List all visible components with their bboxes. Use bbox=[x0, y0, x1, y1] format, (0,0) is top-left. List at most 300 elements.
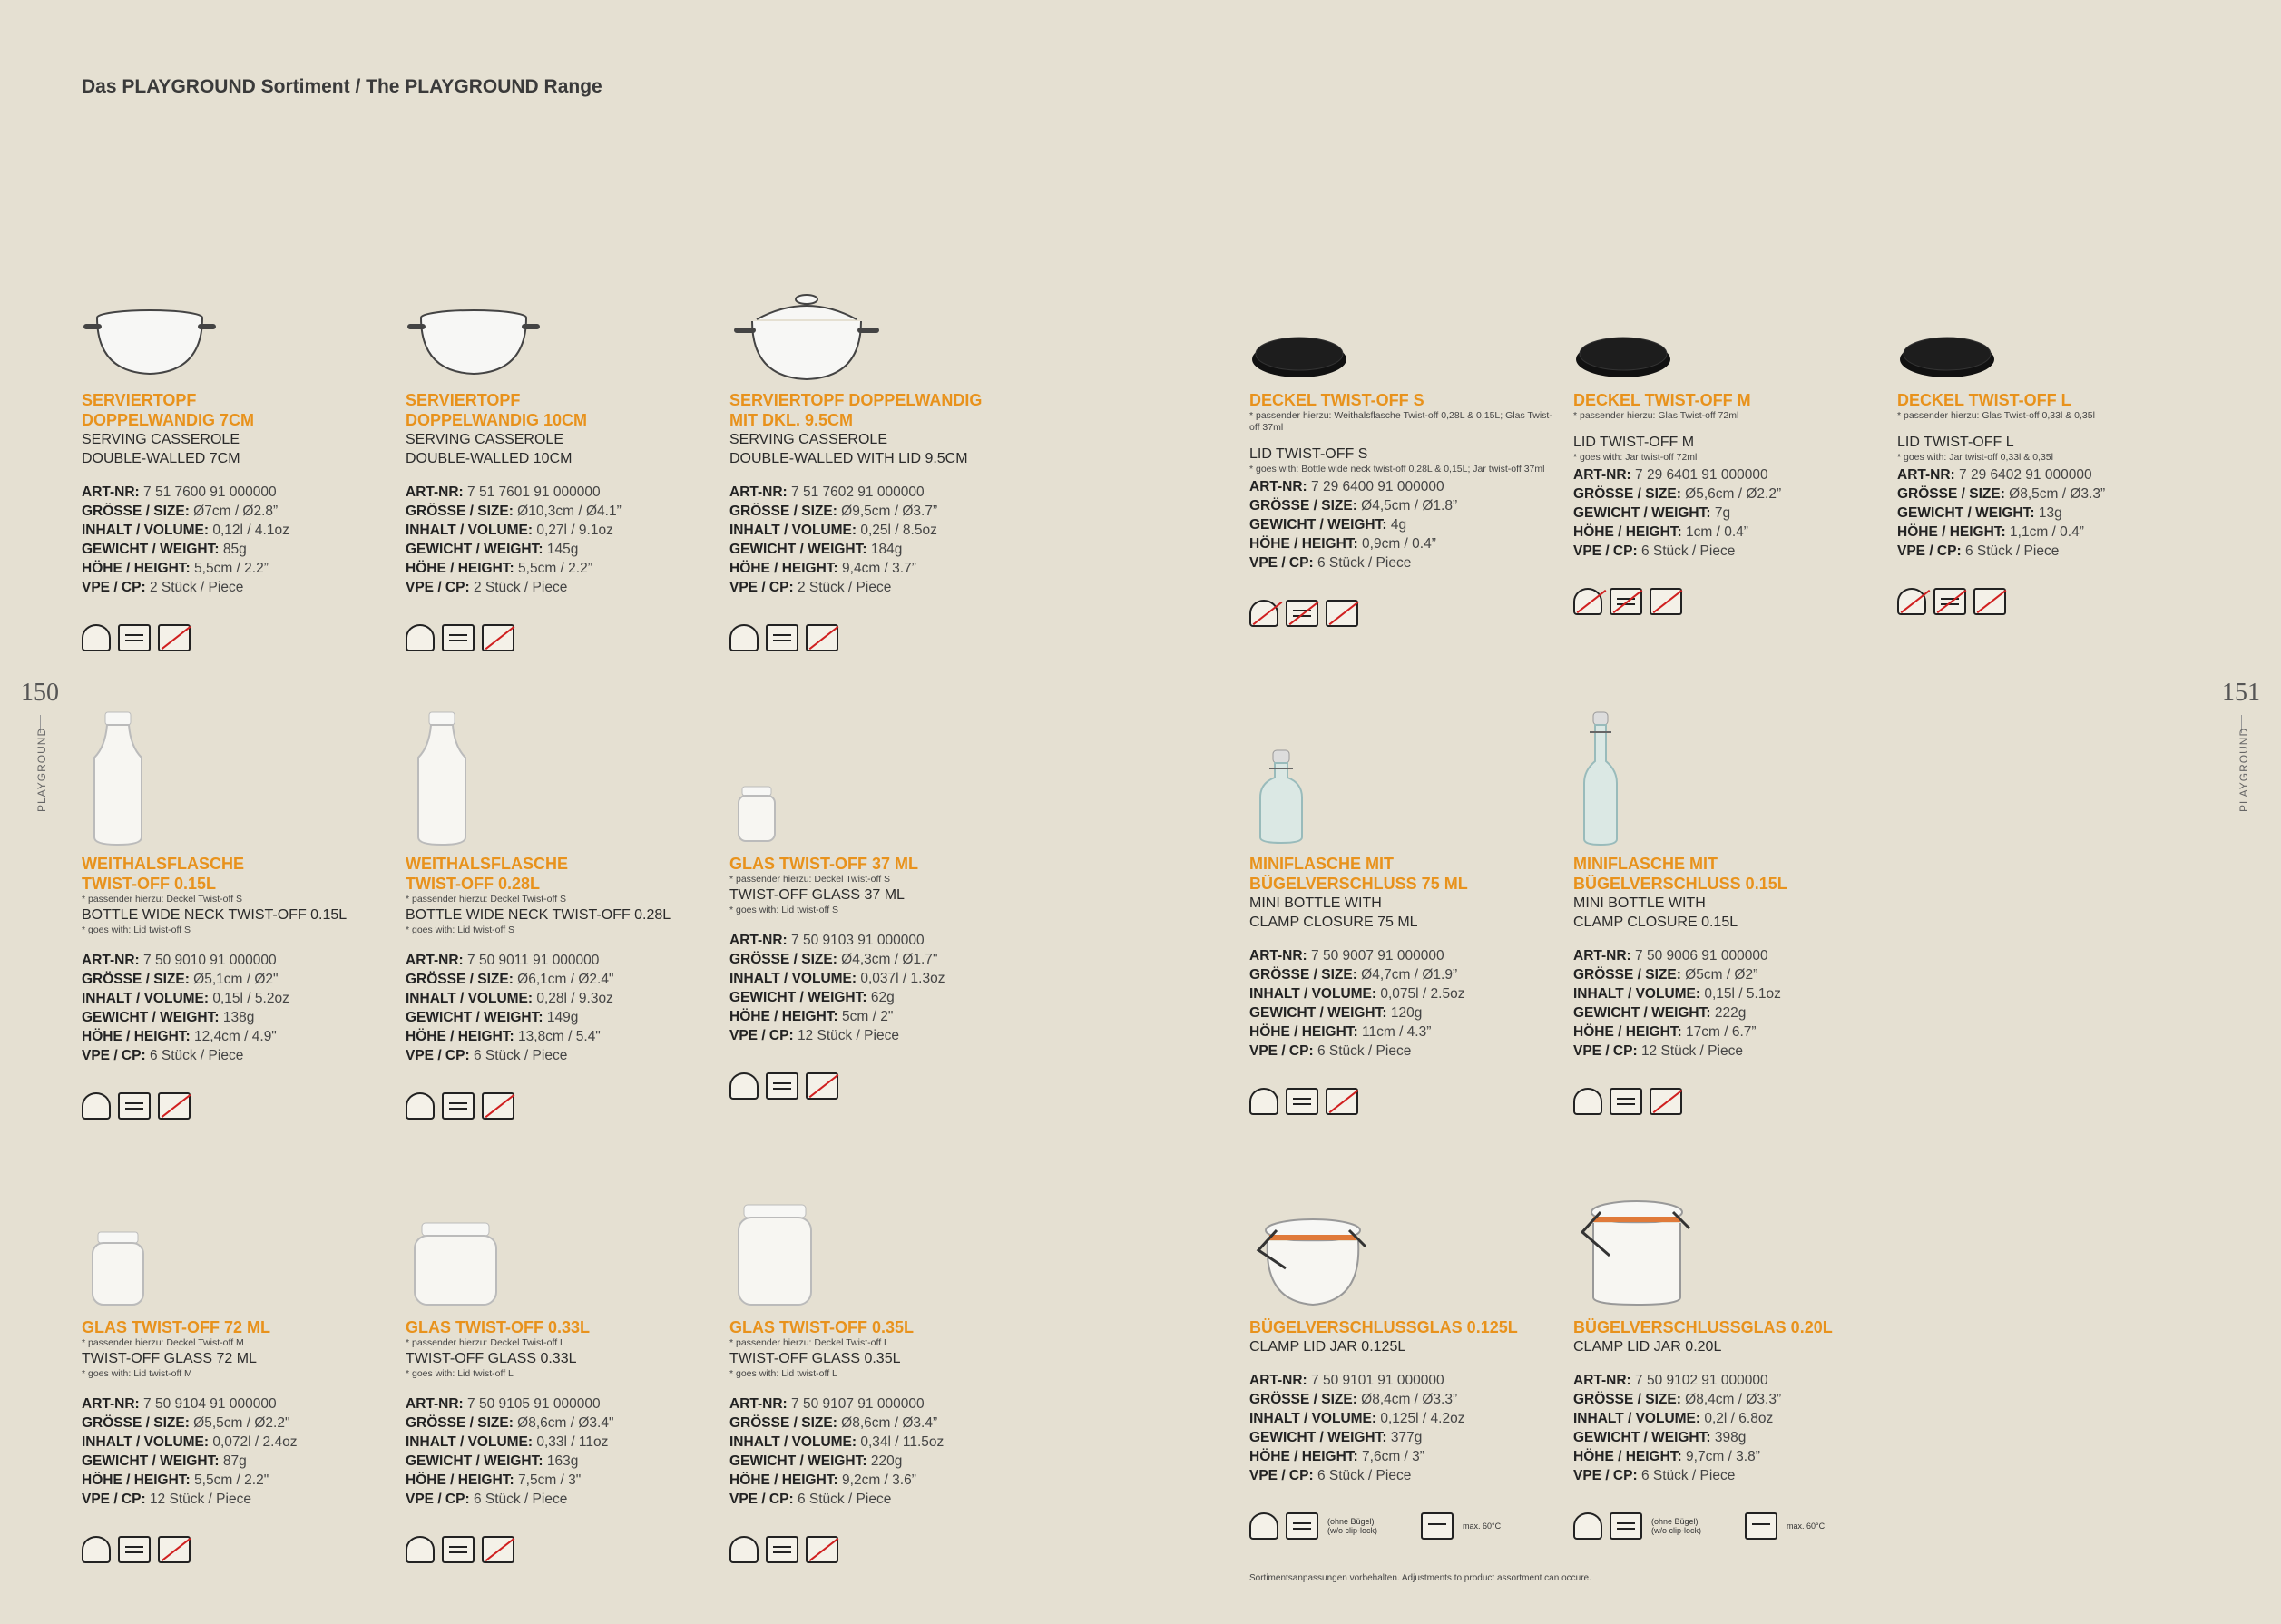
spec-value: 7 50 9103 91 000000 bbox=[791, 933, 925, 948]
microwave-icon bbox=[442, 624, 475, 651]
spec-label: ART-NR: bbox=[1573, 1373, 1636, 1388]
spec-vpe bbox=[1573, 1466, 1882, 1485]
spec-weight bbox=[729, 540, 1038, 559]
spec-vpe bbox=[729, 1026, 1038, 1045]
spec-size bbox=[82, 502, 390, 521]
spec-volume bbox=[406, 989, 714, 1008]
compatibility-note: * passender hierzu: Glas Twist-off 0,33l & 0,35l bbox=[1897, 410, 2095, 421]
product-name-en: CLAMP LID JAR 0.20L bbox=[1573, 1339, 1722, 1355]
dishwasher-icon bbox=[406, 624, 435, 651]
spec-volume bbox=[1573, 1409, 1882, 1428]
compatibility-note: * passender hierzu: Deckel Twist-off S bbox=[82, 894, 243, 905]
oven-crossed-icon bbox=[482, 1536, 514, 1563]
compatibility-note-en: * goes with: Jar twist-off 72ml bbox=[1573, 452, 1698, 463]
spec-value: 0,2l / 6.8oz bbox=[1704, 1411, 1774, 1426]
product-card bbox=[729, 1317, 1038, 1563]
spec-label: GRÖSSE / SIZE: bbox=[1897, 486, 2010, 502]
spec-value: 120g bbox=[1390, 1005, 1423, 1021]
product-name: DECKEL TWIST-OFF S bbox=[1249, 391, 1424, 409]
spec-label: HÖHE / HEIGHT: bbox=[729, 561, 843, 576]
spec-art bbox=[1573, 465, 1882, 484]
product-name-en: TWIST-OFF GLASS 37 ML bbox=[729, 887, 905, 903]
product-specs bbox=[1249, 1371, 1558, 1485]
spec-value: Ø8,4cm / Ø3.3” bbox=[1685, 1392, 1782, 1407]
microwave-icon bbox=[118, 1536, 151, 1563]
spec-volume bbox=[1573, 984, 1882, 1003]
spec-value: 12 Stück / Piece bbox=[1640, 1043, 1743, 1059]
spec-height bbox=[1573, 523, 1882, 542]
spec-value: 145g bbox=[546, 542, 579, 557]
spec-volume bbox=[82, 1433, 390, 1452]
spec-label: VPE / CP: bbox=[1573, 1468, 1641, 1483]
spec-height bbox=[1573, 1022, 1882, 1042]
dishwasher-icon bbox=[1897, 588, 1926, 615]
product-specs bbox=[1573, 1371, 1882, 1485]
spec-label: ART-NR: bbox=[82, 484, 144, 500]
product-name-en: TWIST-OFF GLASS 72 ML bbox=[82, 1351, 257, 1366]
spec-label: GEWICHT / WEIGHT: bbox=[729, 542, 871, 557]
page-heading: Das PLAYGROUND Sortiment / The PLAYGROUND Range bbox=[82, 76, 602, 97]
product-card bbox=[1249, 390, 1558, 627]
spec-label: GEWICHT / WEIGHT: bbox=[729, 990, 871, 1005]
microwave-icon bbox=[118, 624, 151, 651]
spec-label: VPE / CP: bbox=[1573, 543, 1641, 559]
product-name: DECKEL TWIST-OFF L bbox=[1897, 391, 2071, 409]
spec-value: 0,15l / 5.1oz bbox=[1704, 986, 1781, 1002]
spec-value: 85g bbox=[222, 542, 247, 557]
product-card bbox=[406, 854, 714, 1120]
product-specs bbox=[729, 1394, 1038, 1509]
product-specs bbox=[82, 951, 390, 1065]
spec-value: 0,075l / 2.5oz bbox=[1380, 986, 1465, 1002]
spec-value: 398g bbox=[1714, 1430, 1747, 1445]
spec-label: GRÖSSE / SIZE: bbox=[729, 504, 842, 519]
spec-weight bbox=[406, 540, 714, 559]
spec-value: Ø7cm / Ø2.8” bbox=[193, 504, 279, 519]
spec-label: GEWICHT / WEIGHT: bbox=[406, 1453, 547, 1469]
spec-value: Ø4,3cm / Ø1.7" bbox=[841, 952, 938, 967]
product-name-en: LID TWIST-OFF L bbox=[1897, 435, 2014, 450]
spec-volume bbox=[1249, 984, 1558, 1003]
product-card bbox=[1249, 1317, 1558, 1540]
spec-value: 7 51 7601 91 000000 bbox=[467, 484, 601, 500]
spec-value: 2 Stück / Piece bbox=[797, 580, 892, 595]
compatibility-note-en: * goes with: Lid twist-off M bbox=[82, 1368, 192, 1379]
dishwasher-icon bbox=[82, 1092, 111, 1120]
spec-label: ART-NR: bbox=[1249, 479, 1312, 494]
spec-size bbox=[729, 1414, 1038, 1433]
spec-height bbox=[1249, 1447, 1558, 1466]
microwave-icon bbox=[1286, 1512, 1318, 1540]
spec-value: 13,8cm / 5.4" bbox=[518, 1029, 601, 1044]
spec-vpe bbox=[406, 578, 714, 597]
spec-label: GRÖSSE / SIZE: bbox=[406, 1415, 518, 1431]
spec-value: 2 Stück / Piece bbox=[149, 580, 244, 595]
spec-value: 1cm / 0.4” bbox=[1686, 524, 1748, 540]
spec-height bbox=[1573, 1447, 1882, 1466]
spec-value: Ø5,5cm / Ø2.2" bbox=[193, 1415, 290, 1431]
spec-label: GEWICHT / WEIGHT: bbox=[1249, 1005, 1391, 1021]
spec-value: Ø10,3cm / Ø4.1” bbox=[517, 504, 622, 519]
compatibility-note-en: * goes with: Lid twist-off L bbox=[729, 1368, 837, 1379]
clamp-icon-note: (ohne Bügel) (w/o clip-lock) bbox=[1327, 1517, 1378, 1535]
microwave-icon bbox=[442, 1536, 475, 1563]
product-specs bbox=[1897, 465, 2206, 561]
spec-height bbox=[406, 1027, 714, 1046]
product-card bbox=[82, 390, 390, 651]
spec-value: 12 Stück / Piece bbox=[149, 1492, 251, 1507]
spec-value: 7g bbox=[1714, 505, 1731, 521]
spec-label: GRÖSSE / SIZE: bbox=[1249, 1392, 1362, 1407]
product-image bbox=[1249, 1210, 1413, 1310]
spec-label: GRÖSSE / SIZE: bbox=[82, 1415, 194, 1431]
spec-label: HÖHE / HEIGHT: bbox=[1573, 524, 1687, 540]
dishwasher-icon bbox=[729, 1072, 759, 1100]
spec-value: 7 50 9102 91 000000 bbox=[1635, 1373, 1768, 1388]
spec-value: 0,28l / 9.3oz bbox=[536, 991, 613, 1006]
spec-label: GRÖSSE / SIZE: bbox=[1573, 486, 1686, 502]
spec-label: GRÖSSE / SIZE: bbox=[82, 504, 194, 519]
spec-label: GRÖSSE / SIZE: bbox=[1573, 1392, 1686, 1407]
spec-value: Ø4,7cm / Ø1.9” bbox=[1361, 967, 1458, 983]
spec-art bbox=[406, 951, 714, 970]
spec-art bbox=[82, 951, 390, 970]
compatibility-note: * passender hierzu: Deckel Twist-off M bbox=[82, 1337, 244, 1348]
product-name-en: MINI BOTTLE WITH CLAMP CLOSURE 75 ML bbox=[1249, 895, 1418, 930]
spec-value: 222g bbox=[1714, 1005, 1747, 1021]
spec-value: 7 50 9007 91 000000 bbox=[1311, 948, 1444, 964]
spec-weight bbox=[82, 540, 390, 559]
spec-art bbox=[406, 483, 714, 502]
oven-icon bbox=[1745, 1512, 1777, 1540]
product-name: GLAS TWIST-OFF 0.35L bbox=[729, 1318, 915, 1336]
product-name-en: MINI BOTTLE WITH CLAMP CLOSURE 0.15L bbox=[1573, 895, 1738, 930]
care-icons bbox=[1249, 1512, 1558, 1540]
spec-size bbox=[406, 1414, 714, 1433]
oven-crossed-icon bbox=[1973, 588, 2006, 615]
spec-vpe bbox=[1573, 542, 1882, 561]
spec-vpe bbox=[729, 1490, 1038, 1509]
spec-value: 6 Stück / Piece bbox=[1317, 555, 1412, 571]
care-icons bbox=[1573, 1512, 1882, 1540]
spec-label: VPE / CP: bbox=[406, 580, 474, 595]
spec-value: 7 50 9006 91 000000 bbox=[1635, 948, 1768, 964]
spec-value: 7 29 6400 91 000000 bbox=[1311, 479, 1444, 494]
product-name: GLAS TWIST-OFF 72 ML bbox=[82, 1318, 270, 1336]
dishwasher-icon bbox=[729, 1536, 759, 1563]
care-icons bbox=[729, 1536, 1038, 1563]
spec-value: 7 50 9107 91 000000 bbox=[791, 1396, 925, 1412]
spec-label: ART-NR: bbox=[406, 953, 468, 968]
microwave-icon bbox=[1286, 1088, 1318, 1115]
spec-size bbox=[1573, 965, 1882, 984]
spec-value: 2 Stück / Piece bbox=[473, 580, 568, 595]
dishwasher-icon bbox=[1573, 1088, 1602, 1115]
spec-value: 17cm / 6.7” bbox=[1686, 1024, 1757, 1040]
product-image bbox=[82, 710, 245, 846]
spec-value: 0,037l / 1.3oz bbox=[860, 971, 945, 986]
product-name: SERVIERTOPF DOPPELWANDIG MIT DKL. 9.5CM bbox=[729, 391, 983, 429]
spec-size bbox=[82, 970, 390, 989]
spec-value: 163g bbox=[546, 1453, 579, 1469]
compatibility-note-en: * goes with: Lid twist-off S bbox=[82, 925, 191, 935]
product-card bbox=[1249, 854, 1558, 1115]
care-icons bbox=[1249, 1088, 1558, 1115]
spec-size bbox=[1897, 484, 2206, 504]
spec-label: VPE / CP: bbox=[1573, 1043, 1641, 1059]
spec-label: ART-NR: bbox=[1573, 467, 1636, 483]
product-image bbox=[1897, 319, 2061, 383]
spec-label: GEWICHT / WEIGHT: bbox=[406, 1010, 547, 1025]
spec-art bbox=[729, 931, 1038, 950]
spec-label: GRÖSSE / SIZE: bbox=[406, 972, 518, 987]
spec-volume bbox=[82, 521, 390, 540]
spec-label: GEWICHT / WEIGHT: bbox=[1249, 517, 1391, 533]
care-icons bbox=[1573, 1088, 1882, 1115]
dishwasher-icon bbox=[729, 624, 759, 651]
spec-art bbox=[82, 1394, 390, 1414]
spec-label: GEWICHT / WEIGHT: bbox=[1573, 505, 1715, 521]
spec-height bbox=[82, 1027, 390, 1046]
spec-label: VPE / CP: bbox=[406, 1492, 474, 1507]
spec-value: 6 Stück / Piece bbox=[797, 1492, 892, 1507]
spec-art bbox=[1573, 946, 1882, 965]
product-specs bbox=[729, 931, 1038, 1045]
compatibility-note: * passender hierzu: Glas Twist-off 72ml bbox=[1573, 410, 1739, 421]
spec-value: 149g bbox=[546, 1010, 579, 1025]
product-name: WEITHALSFLASCHE TWIST-OFF 0.28L bbox=[406, 855, 568, 893]
product-specs bbox=[729, 483, 1038, 597]
product-image bbox=[729, 783, 893, 846]
spec-value: Ø8,4cm / Ø3.3” bbox=[1361, 1392, 1458, 1407]
compatibility-note-en: * goes with: Lid twist-off L bbox=[406, 1368, 514, 1379]
compatibility-note-en: * goes with: Lid twist-off S bbox=[729, 905, 839, 915]
product-name-en: TWIST-OFF GLASS 0.33L bbox=[406, 1351, 577, 1366]
spec-label: ART-NR: bbox=[1573, 948, 1636, 964]
spec-volume bbox=[406, 521, 714, 540]
spec-value: 7 29 6402 91 000000 bbox=[1959, 467, 2092, 483]
spec-label: GEWICHT / WEIGHT: bbox=[1573, 1005, 1715, 1021]
dishwasher-icon bbox=[1249, 600, 1278, 627]
spec-value: 7 50 9101 91 000000 bbox=[1311, 1373, 1444, 1388]
spec-label: INHALT / VOLUME: bbox=[82, 991, 213, 1006]
spec-vpe bbox=[1897, 542, 2206, 561]
product-name: BÜGELVERSCHLUSSGLAS 0.20L bbox=[1573, 1318, 1833, 1336]
spec-label: GEWICHT / WEIGHT: bbox=[1897, 505, 2039, 521]
care-icons bbox=[82, 1536, 390, 1563]
compatibility-note-en: * goes with: Bottle wide neck twist-off 0,28L & 0,15L; Jar twist-off 37ml bbox=[1249, 464, 1545, 474]
spec-weight bbox=[1249, 1003, 1558, 1022]
dishwasher-icon bbox=[406, 1536, 435, 1563]
product-specs bbox=[1249, 946, 1558, 1061]
spec-art bbox=[1897, 465, 2206, 484]
spec-label: GEWICHT / WEIGHT: bbox=[82, 1010, 223, 1025]
product-specs bbox=[406, 951, 714, 1065]
spec-height bbox=[1897, 523, 2206, 542]
spec-volume bbox=[729, 521, 1038, 540]
spec-label: HÖHE / HEIGHT: bbox=[729, 1009, 843, 1024]
spec-value: 0,25l / 8.5oz bbox=[860, 523, 937, 538]
spec-label: GRÖSSE / SIZE: bbox=[729, 1415, 842, 1431]
spec-value: 87g bbox=[222, 1453, 247, 1469]
spec-value: 6 Stück / Piece bbox=[473, 1048, 568, 1063]
spec-label: GRÖSSE / SIZE: bbox=[1249, 498, 1362, 514]
spec-volume bbox=[729, 969, 1038, 988]
spec-value: 0,27l / 9.1oz bbox=[536, 523, 613, 538]
spec-label: GEWICHT / WEIGHT: bbox=[1249, 1430, 1391, 1445]
microwave-icon bbox=[118, 1092, 151, 1120]
spec-label: ART-NR: bbox=[729, 1396, 792, 1412]
oven-crossed-icon bbox=[158, 1092, 191, 1120]
spec-value: 11cm / 4.3” bbox=[1362, 1024, 1432, 1040]
spec-label: VPE / CP: bbox=[82, 580, 150, 595]
spec-value: 6 Stück / Piece bbox=[1964, 543, 2060, 559]
product-specs bbox=[82, 1394, 390, 1509]
spec-label: GRÖSSE / SIZE: bbox=[1573, 967, 1686, 983]
spec-value: 1,1cm / 0.4” bbox=[2010, 524, 2084, 540]
spec-art bbox=[1249, 1371, 1558, 1390]
product-image bbox=[729, 1201, 893, 1310]
care-icons bbox=[1573, 588, 1882, 615]
spec-label: VPE / CP: bbox=[1249, 1043, 1317, 1059]
product-image bbox=[406, 710, 569, 846]
spec-label: GEWICHT / WEIGHT: bbox=[82, 1453, 223, 1469]
oven-crossed-icon bbox=[1326, 600, 1358, 627]
spec-value: 7 50 9105 91 000000 bbox=[467, 1396, 601, 1412]
spec-label: INHALT / VOLUME: bbox=[406, 523, 537, 538]
side-label-text: PLAYGROUND bbox=[35, 727, 48, 812]
spec-weight bbox=[82, 1008, 390, 1027]
product-image bbox=[729, 283, 893, 383]
spec-value: 62g bbox=[870, 990, 895, 1005]
spec-value: 138g bbox=[222, 1010, 255, 1025]
microwave-icon bbox=[766, 1536, 798, 1563]
page-number-right: 151 bbox=[2222, 679, 2260, 707]
spec-label: HÖHE / HEIGHT: bbox=[82, 1472, 195, 1488]
product-specs bbox=[406, 1394, 714, 1509]
care-icons bbox=[406, 624, 714, 651]
oven-crossed-icon bbox=[806, 624, 838, 651]
spec-value: 0,12l / 4.1oz bbox=[212, 523, 289, 538]
spec-vpe bbox=[406, 1490, 714, 1509]
spec-label: HÖHE / HEIGHT: bbox=[82, 1029, 195, 1044]
product-image bbox=[82, 1228, 245, 1310]
spec-value: 9,2cm / 3.6” bbox=[842, 1472, 916, 1488]
spec-value: 220g bbox=[870, 1453, 903, 1469]
spec-label: INHALT / VOLUME: bbox=[82, 1434, 213, 1450]
spec-volume bbox=[729, 1433, 1038, 1452]
spec-value: 0,15l / 5.2oz bbox=[212, 991, 289, 1006]
product-name-en: SERVING CASSEROLE DOUBLE-WALLED WITH LID 9.5CM bbox=[729, 432, 968, 466]
product-name-en: LID TWIST-OFF S bbox=[1249, 446, 1368, 462]
spec-vpe bbox=[1249, 553, 1558, 572]
spec-volume bbox=[1249, 1409, 1558, 1428]
spec-label: ART-NR: bbox=[1897, 467, 1960, 483]
spec-label: GRÖSSE / SIZE: bbox=[1249, 967, 1362, 983]
spec-size bbox=[1573, 1390, 1882, 1409]
spec-label: GEWICHT / WEIGHT: bbox=[1573, 1430, 1715, 1445]
dishwasher-icon bbox=[82, 624, 111, 651]
spec-height bbox=[1249, 1022, 1558, 1042]
spec-label: INHALT / VOLUME: bbox=[406, 1434, 537, 1450]
compatibility-note-en: * goes with: Lid twist-off S bbox=[406, 925, 515, 935]
compatibility-note: * passender hierzu: Weithalsflasche Twist-off 0,28L & 0,15L; Glas Twist-off 37ml bbox=[1249, 410, 1552, 433]
spec-height bbox=[729, 559, 1038, 578]
care-icons bbox=[729, 1072, 1038, 1100]
dishwasher-icon bbox=[1249, 1088, 1278, 1115]
compatibility-note: * passender hierzu: Deckel Twist-off L bbox=[406, 1337, 565, 1348]
spec-label: ART-NR: bbox=[729, 933, 792, 948]
spec-value: 7,5cm / 3" bbox=[518, 1472, 582, 1488]
spec-label: HÖHE / HEIGHT: bbox=[729, 1472, 843, 1488]
microwave-icon bbox=[766, 624, 798, 651]
product-name: GLAS TWIST-OFF 37 ML bbox=[729, 855, 918, 873]
microwave-icon bbox=[1933, 588, 1966, 615]
product-card bbox=[406, 390, 714, 651]
microwave-icon bbox=[1610, 1088, 1642, 1115]
spec-label: HÖHE / HEIGHT: bbox=[82, 561, 195, 576]
dishwasher-icon bbox=[406, 1092, 435, 1120]
spec-value: 5,5cm / 2.2" bbox=[194, 1472, 269, 1488]
spec-label: ART-NR: bbox=[82, 1396, 144, 1412]
product-image bbox=[1573, 710, 1737, 846]
spec-label: HÖHE / HEIGHT: bbox=[406, 1472, 519, 1488]
spec-label: INHALT / VOLUME: bbox=[729, 1434, 861, 1450]
spec-weight bbox=[1573, 1003, 1882, 1022]
compatibility-note: * passender hierzu: Deckel Twist-off S bbox=[729, 874, 891, 885]
product-specs bbox=[1573, 946, 1882, 1061]
product-card bbox=[406, 1317, 714, 1563]
spec-weight bbox=[1897, 504, 2206, 523]
spec-label: HÖHE / HEIGHT: bbox=[1897, 524, 2011, 540]
spec-label: GRÖSSE / SIZE: bbox=[729, 952, 842, 967]
spec-value: Ø9,5cm / Ø3.7” bbox=[841, 504, 938, 519]
spec-label: INHALT / VOLUME: bbox=[406, 991, 537, 1006]
spec-weight bbox=[729, 988, 1038, 1007]
spec-value: Ø5,6cm / Ø2.2” bbox=[1685, 486, 1782, 502]
product-card bbox=[1573, 390, 1882, 615]
dishwasher-icon bbox=[1249, 1512, 1278, 1540]
spec-value: Ø6,1cm / Ø2.4" bbox=[517, 972, 614, 987]
product-name: MINIFLASCHE MIT BÜGELVERSCHLUSS 75 ML bbox=[1249, 855, 1468, 893]
oven-crossed-icon bbox=[158, 624, 191, 651]
microwave-icon bbox=[442, 1092, 475, 1120]
product-name: MINIFLASCHE MIT BÜGELVERSCHLUSS 0.15L bbox=[1573, 855, 1787, 893]
spec-art bbox=[1249, 477, 1558, 496]
product-name-en: TWIST-OFF GLASS 0.35L bbox=[729, 1351, 901, 1366]
oven-icon bbox=[1421, 1512, 1454, 1540]
spec-art bbox=[729, 483, 1038, 502]
oven-crossed-icon bbox=[806, 1072, 838, 1100]
product-image bbox=[406, 1219, 569, 1310]
microwave-icon bbox=[1286, 600, 1318, 627]
product-name: SERVIERTOPF DOPPELWANDIG 7CM bbox=[82, 391, 255, 429]
spec-label: INHALT / VOLUME: bbox=[1573, 986, 1705, 1002]
product-card bbox=[1897, 390, 2206, 615]
care-icons bbox=[82, 624, 390, 651]
spec-size bbox=[1573, 484, 1882, 504]
product-image bbox=[1573, 319, 1737, 383]
spec-label: HÖHE / HEIGHT: bbox=[1249, 1024, 1363, 1040]
spec-label: ART-NR: bbox=[729, 484, 792, 500]
spec-label: VPE / CP: bbox=[729, 580, 798, 595]
spec-value: 0,33l / 11oz bbox=[536, 1434, 609, 1450]
spec-value: 377g bbox=[1390, 1430, 1423, 1445]
product-specs bbox=[82, 483, 390, 597]
spec-value: 7 50 9010 91 000000 bbox=[143, 953, 277, 968]
spec-height bbox=[406, 1471, 714, 1490]
oven-crossed-icon bbox=[482, 1092, 514, 1120]
